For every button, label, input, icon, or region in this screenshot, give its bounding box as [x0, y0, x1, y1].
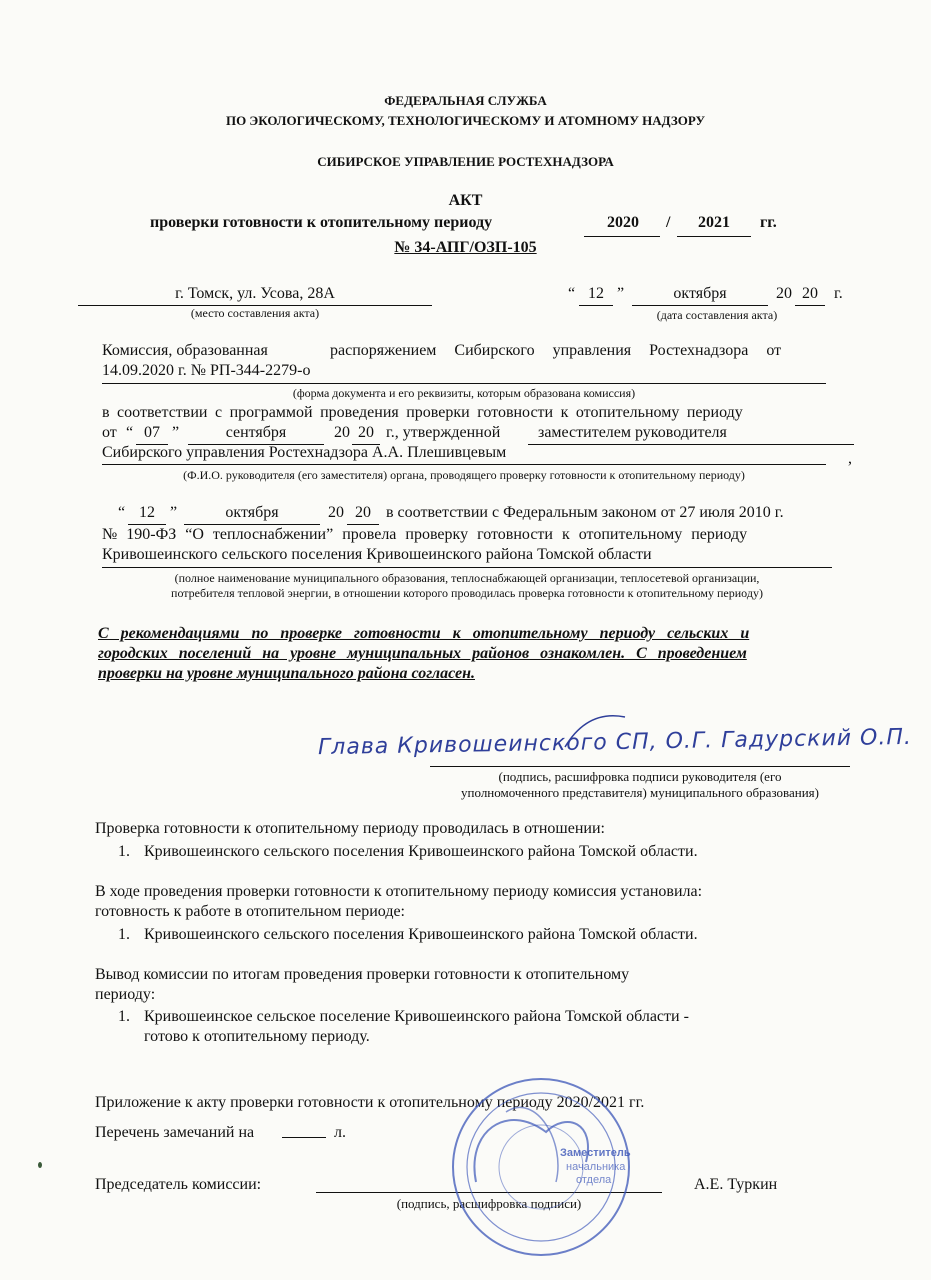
program-line: в соответствии с программой проведения проверки готовности к отопительному периоду [102, 404, 743, 421]
program-approved: г., утвержденной [386, 424, 501, 441]
year-slash: / [666, 214, 671, 231]
subject-caption-1: (полное наименование муниципального образования, теплоснабжающей организации, теплосетевой организации, [174, 571, 760, 585]
findings-item3-line2: готово к отопительному периоду. [144, 1028, 370, 1045]
chairman-caption: (подпись, расшифровка подписи) [396, 1196, 582, 1211]
findings-intro: Проверка готовности к отопительному периоду проводилась в отношении: [95, 820, 605, 837]
head-signature: Глава Кривошеинского СП, О.Г. Гадурский О.П. [317, 724, 913, 761]
approver-title: заместителем руководителя [538, 424, 727, 441]
program-year-suffix: 20 [358, 424, 374, 441]
place-caption: (место составления акта) [190, 306, 320, 320]
act-place: г. Томск, ул. Усова, 28А [175, 285, 335, 302]
stamp-text-3: отдела [576, 1174, 612, 1186]
stamp-text-1: Заместитель [560, 1147, 631, 1159]
findings-item3-num: 1. [118, 1008, 130, 1025]
signature-flourish [560, 712, 630, 752]
agency-line-1: ФЕДЕРАЛЬНАЯ СЛУЖБА [384, 93, 547, 108]
chairman-label: Председатель комиссии: [95, 1176, 262, 1193]
commission-document: распоряжением Сибирского управления Ростехнадзора от [330, 342, 782, 359]
act-title: АКТ [448, 192, 483, 209]
subject-caption-2: потребителя тепловой энергии, в отношении которого проводилась проверка готовности к отопительному периоду) [171, 586, 763, 600]
findings-item3-line1: Кривошеинское сельское поселение Кривошеинского района Томской области - [144, 1008, 689, 1025]
commission-intro: Комиссия, образованная [102, 342, 268, 359]
program-year-prefix: 20 [334, 424, 350, 441]
established-line-2: готовность к работе в отопительном периоде: [95, 903, 405, 920]
remarks-suffix: л. [334, 1124, 346, 1141]
date-month: октября [673, 285, 727, 302]
findings-item2-num: 1. [118, 926, 130, 943]
law-line-1: в соответствии с Федеральным законом от 27 июля 2010 г. [386, 504, 784, 521]
chairman-name: А.Е. Туркин [694, 1176, 778, 1193]
date-year-suffix: 20 [802, 285, 818, 302]
approver-caption: (Ф.И.О. руководителя (его заместителя) органа, проводящего проверку готовности к отопительному периоду) [183, 468, 745, 482]
inspection-day: 12 [139, 504, 155, 521]
note-line-2: городских поселений на уровне муниципальных районов ознакомлен. С проведением [98, 645, 747, 662]
note-line-1: С рекомендациями по проверке готовности к отопительному периоду сельских и [98, 625, 750, 642]
signature-caption-2: уполномоченного представителя) муниципального образования) [461, 785, 819, 800]
inspection-year-suffix: 20 [355, 504, 371, 521]
inspection-month: октября [225, 504, 279, 521]
findings-item1-num: 1. [118, 843, 130, 860]
law-line-2: № 190-ФЗ “О теплоснабжении” провела проверку готовности к отопительному периоду [102, 526, 748, 543]
act-subject: проверки готовности к отопительному периоду [150, 214, 493, 231]
program-day: 07 [144, 424, 160, 441]
findings-item2: Кривошеинского сельского поселения Кривошеинского района Томской области. [144, 926, 698, 943]
inspected-subject: Кривошеинского сельского поселения Кривошеинского района Томской области [102, 546, 652, 563]
commission-document-line2: 14.09.2020 г. № РП-344-2279-о [102, 362, 311, 379]
conclusion-line-1: Вывод комиссии по итогам проведения проверки готовности к отопительному [95, 966, 630, 983]
date-day: 12 [588, 285, 604, 302]
date-year-prefix: 20 [776, 285, 792, 302]
appendix-text: Приложение к акту проверки готовности к отопительному периоду 2020/2021 гг. [95, 1094, 645, 1111]
findings-item1: Кривошеинского сельского поселения Кривошеинского района Томской области. [144, 843, 698, 860]
program-from: от [102, 424, 117, 441]
year-to: 2021 [698, 214, 730, 231]
department-name: СИБИРСКОЕ УПРАВЛЕНИЕ РОСТЕХНАДЗОРА [317, 154, 614, 169]
document-caption: (форма документа и его реквизиты, которым образована комиссия) [292, 386, 636, 400]
approver-line2: Сибирского управления Ростехнадзора А.А. Плешивцевым [102, 444, 507, 461]
inspection-year-prefix: 20 [328, 504, 344, 521]
date-year-end: г. [834, 285, 843, 302]
approver-comma: , [848, 450, 852, 467]
established-line-1: В ходе проведения проверки готовности к отопительному периоду комиссия установила: [95, 883, 703, 900]
program-month: сентября [225, 424, 287, 441]
signature-caption-1: (подпись, расшифровка подписи руководителя (его [498, 769, 782, 784]
note-line-3: проверки на уровне муниципального района согласен. [98, 665, 475, 682]
date-caption: (дата составления акта) [656, 308, 778, 322]
agency-line-2: ПО ЭКОЛОГИЧЕСКОМУ, ТЕХНОЛОГИЧЕСКОМУ И АТОМНОМУ НАДЗОРУ [225, 113, 706, 128]
act-number: № 34-АПГ/ОЗП-105 [394, 239, 537, 256]
conclusion-line-2: периоду: [95, 986, 156, 1003]
stamp-text-2: начальника [566, 1161, 626, 1173]
year-from: 2020 [607, 214, 639, 231]
remarks-prefix: Перечень замечаний на [95, 1124, 255, 1141]
margin-mark [38, 1162, 42, 1168]
years-suffix: гг. [760, 214, 777, 231]
